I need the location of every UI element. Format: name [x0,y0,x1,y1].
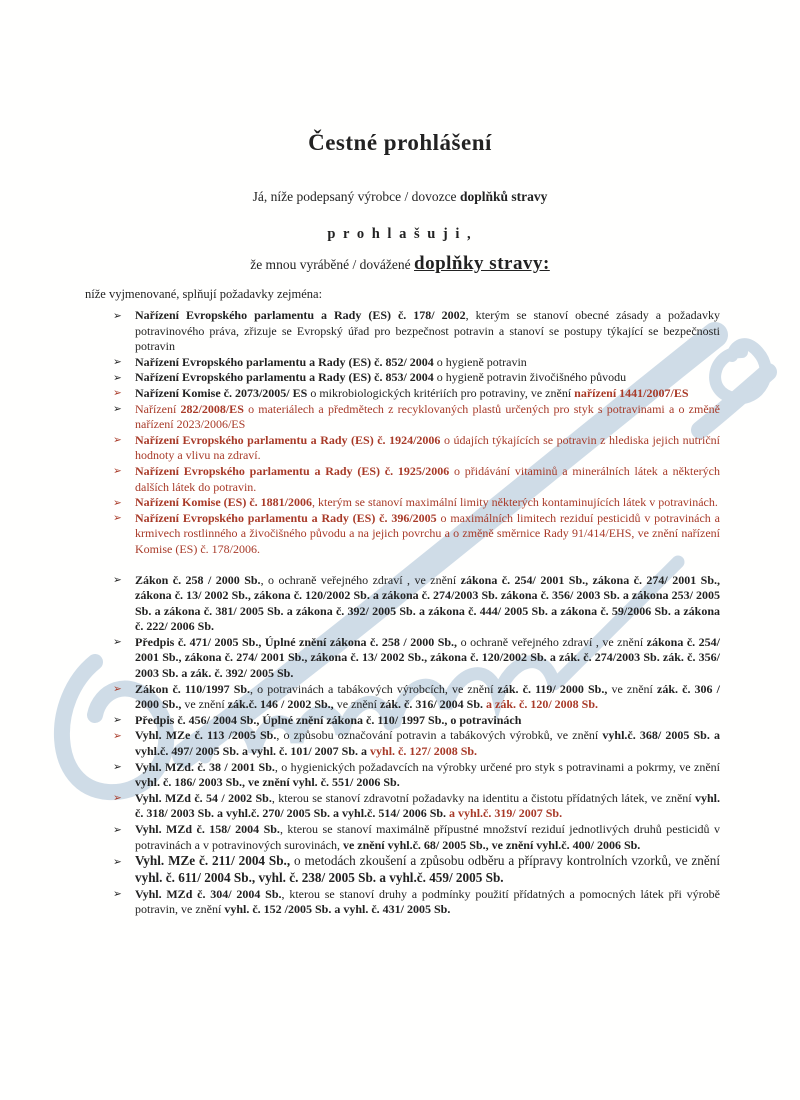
list-item [113,386,720,402]
arrow-bullet-icon: ➢ [113,574,122,586]
list-item-text: Předpis č. 456/ 2004 Sb., Úplné znění zákona č. 110/ 1997 Sb., o potravinách [135,712,522,727]
arrow-bullet-icon: ➢ [113,465,122,478]
list-item [113,511,720,558]
arrow-bullet-icon: ➢ [113,356,122,369]
declaration-list [113,308,720,918]
page-title: Čestné prohlášení [308,130,492,155]
list-item [113,402,720,433]
arrow-bullet-icon: ➢ [113,888,122,901]
arrow-bullet-icon: ➢ [113,496,122,509]
list-item-text: Nařízení Komise č. 2073/2005/ ES o mikrobiologických kritériích pro potraviny, ve znění nařízení 1441/2007/ES [135,385,689,400]
arrow-bullet-icon: ➢ [113,636,122,649]
list-item [113,791,720,822]
arrow-bullet-icon: ➢ [113,512,122,525]
list-item [113,728,720,759]
intro-line-prefix: Já, níže podepsaný výrobce / dovozce [252,189,460,204]
list-item [113,355,720,371]
list-item [113,573,720,635]
intro-line-bold: doplňků stravy [459,189,548,204]
list-item [113,308,720,355]
arrow-bullet-icon: ➢ [113,387,122,400]
arrow-bullet-icon: ➢ [113,792,122,805]
declare-word: p r o h l a š u j i , [327,226,473,242]
list-item [113,433,720,464]
arrow-bullet-icon: ➢ [113,371,122,384]
arrow-bullet-icon: ➢ [113,823,122,836]
list-item-text: Nařízení Evropského parlamentu a Rady (ES) č. 1924/2006 o údajích týkajících se potravin z hlediska jejich nutriční hodnoty a vlivu na zdraví. [135,432,720,463]
list-item [113,760,720,791]
list-item-text: Nařízení Evropského parlamentu a Rady (ES) č. 852/ 2004 o hygieně potravin [135,354,527,369]
list-item-text: Nařízení Evropského parlamentu a Rady (ES) č. 853/ 2004 o hygieně potravin živočišného původu [135,370,627,385]
list-item-text: Vyhl. MZe č. 113 /2005 Sb., o způsobu označování potravin a tabákových výrobků, ve znění vyhl.č. 368/ 2005 Sb. a vyhl.č. 497/ 2005 Sb. a vyhl. č. 101/ 2007 Sb. a vyhl. č. 127/ 2008 Sb. [135,728,721,759]
arrow-bullet-icon: ➢ [113,714,122,727]
arrow-bullet-icon: ➢ [113,309,122,322]
subject-line-prefix: že mnou vyráběné / dovážené [250,257,415,272]
list-item-text: Nařízení Komise (ES) č. 1881/2006, kterým se stanoví maximální limity některých kontaminujících látek v potravinách. [135,495,718,510]
list-item [113,495,720,511]
list-item [113,370,720,386]
list-item [113,822,720,853]
list-item-text: Nařízení Evropského parlamentu a Rady (ES) č. 396/2005 o maximálních limitech reziduí pesticidů v potravinách a krmivech rostlinného a živočišného původu a na jejich povrchu a o změně směrnice Rady 91/414/EHS, ve znění nařízení Komise (ES) č. 178/2006. [135,510,720,556]
arrow-bullet-icon: ➢ [113,761,122,774]
list-item-text: Vyhl. MZd č. 304/ 2004 Sb., kterou se stanoví druhy a podmínky použití přídatných a pomocných látek při výrobě potravin, ve znění vyhl. č. 152 /2005 Sb. a vyhl. č. 431/ 2005 Sb. [135,886,720,917]
list-item [113,887,720,918]
subject-line [0,253,800,275]
list-item-text: Vyhl. MZd č. 158/ 2004 Sb., kterou se stanoví maximálně přípustné množství reziduí jednotlivých druhů pesticidů v potravinách a v potravinových surovinách, ve znění vyhl.č. 68/ 2005 Sb., ve znění vyhl.č. 400/ 2006 Sb. [135,822,720,852]
list-lead: níže vyjmenované, splňují požadavky zejména: [85,287,323,301]
list-item-text: Vyhl. MZd č. 54 / 2002 Sb., kterou se stanoví zdravotní požadavky na identitu a čistotu přídatných látek, ve znění vyhl. č. 318/ 2003 Sb. a vyhl.č. 270/ 2005 Sb. a vyhl.č. 514/ 2006 Sb. a vyhl.č. 319/ 2007 Sb. [135,790,720,821]
list-item [113,853,720,887]
intro-line [0,189,800,205]
list-item-text: Zákon č. 258 / 2000 Sb., o ochraně veřejného zdraví , ve znění zákona č. 254/ 2001 Sb., zákona č. 274/ 2001 Sb., zákona č. 13/ 2002 Sb., zákona č. 120/2002 Sb. a zákona č. 274/2003 Sb. zákona č. 356/ 2003 Sb. a zákona 253/ 2005 Sb. a zákona č. 381/ 2005 Sb. a zákona č. 392/ 2005 Sb. a zákona č. 444/ 2005 Sb. a zákona č. 59/2006 Sb. a zákona č. 222/ 2006 Sb. [135,572,720,634]
list-item [113,635,720,682]
list-item-text: Nařízení Evropského parlamentu a Rady (ES) č. 178/ 2002, kterým se stanoví obecné zásady a požadavky potravinového práva, zřizuje se Evropský úřad pro bezpečnost potravin a stanoví se postupy týkající se bezpečnosti potravin [135,308,720,354]
arrow-bullet-icon: ➢ [113,683,122,696]
arrow-bullet-icon: ➢ [113,729,122,742]
list-item [113,713,720,729]
list-item-text: Vyhl. MZd. č. 38 / 2001 Sb., o hygienických požadavcích na výrobky určené pro styk s potravinami a pokrmy, ve znění vyhl. č. 186/ 2003 Sb., ve znění vyhl. č. 551/ 2006 Sb. [135,759,720,790]
arrow-bullet-icon: ➢ [113,855,122,868]
subject-line-bold: doplňky stravy: [414,253,550,274]
list-item-text: Nařízení Evropského parlamentu a Rady (ES) č. 1925/2006 o přidávání vitaminů a minerálních látek a některých dalších látek do potravin. [135,463,720,494]
list-item [113,682,720,713]
list-item-text: Nařízení 282/2008/ES o materiálech a předmětech z recyklovaných plastů určených pro styk s potravinami a o změně nařízení 2023/2006/ES [135,401,720,432]
list-item-text: Zákon č. 110/1997 Sb., o potravinách a tabákových výrobcích, ve znění zák. č. 119/ 2000 Sb., ve znění zák. č. 306 / 2000 Sb., ve znění zák.č. 146 / 2002 Sb., ve znění zák. č. 316/ 2004 Sb. a zák. č. 120/ 2008 Sb. [135,681,720,712]
list-item-text: Vyhl. MZe č. 211/ 2004 Sb., o metodách zkoušení a způsobu odběru a přípravy kontrolních vzorků, ve znění vyhl. č. 611/ 2004 Sb., vyhl. č. 238/ 2005 Sb. a vyhl.č. 459/ 2005 Sb. [135,853,720,885]
list-item-text: Předpis č. 471/ 2005 Sb., Úplné znění zákona č. 258 / 2000 Sb., o ochraně veřejného zdraví , ve znění zákona č. 254/ 2001 Sb., zákona č. 274/ 2001 Sb., zákona č. 13/ 2002 Sb., zákona č. 120/2002 Sb. a zák. č. 274/2003 Sb. zák. č. 356/ 2003 Sb. a zák. č. 392/ 2005 Sb. [135,634,721,681]
arrow-bullet-icon: ➢ [113,403,122,416]
arrow-bullet-icon: ➢ [113,434,122,447]
list-item [113,464,720,495]
